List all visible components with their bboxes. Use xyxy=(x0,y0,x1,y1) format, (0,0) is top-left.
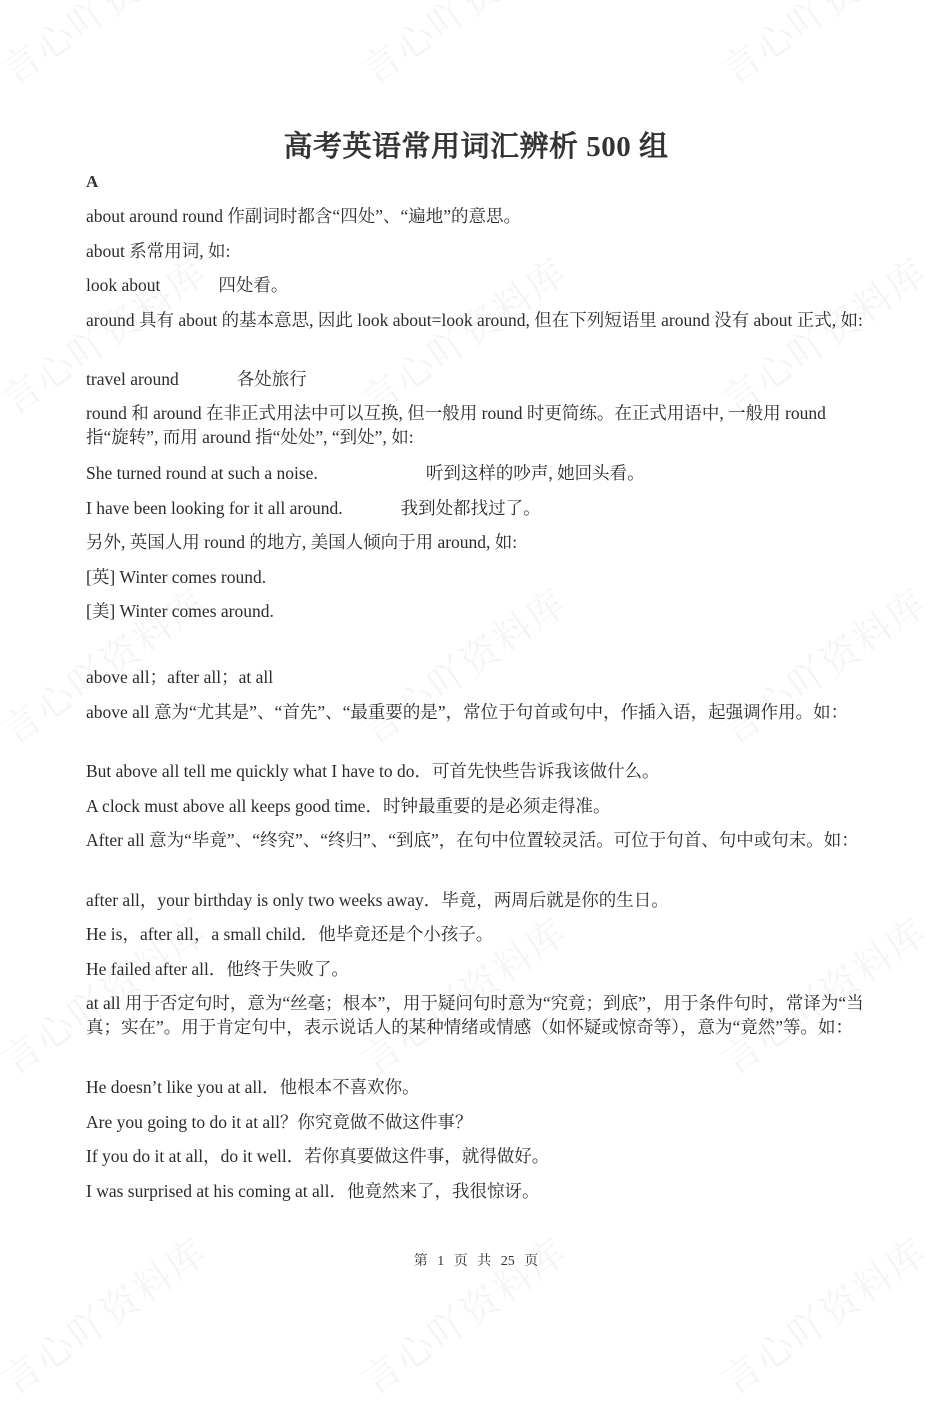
example-chinese: 四处看。 xyxy=(218,275,289,295)
paragraph: round 和 around 在非正式用法中可以互换, 但一般用 round 时更简练。在正式用语中, 一般用 round 指“旋转”, 而用 around 指“处处”, “到处”, 如: xyxy=(86,403,826,447)
example-chinese: 各处旅行 xyxy=(236,369,307,389)
paragraph: at all 用于否定句时，意为“丝毫；根本”，用于疑问句时意为“究竟；到底”，用于条件句时，常译为“当真；实在”。用于肯定句中，表示说话人的某种情绪或情感（如怀疑或惊奇等），意为“竟然”等。如： xyxy=(86,993,864,1037)
example-english: travel around xyxy=(86,369,179,389)
example-line: A clock must above all keeps good time．时钟最重要的是必须走得准。 xyxy=(86,796,611,816)
example-line: [美] Winter comes around. xyxy=(86,601,274,621)
paragraph: about around round 作副词时都含“四处”、“遍地”的意思。 xyxy=(86,206,521,226)
example-line: He doesn’t like you at all．他根本不喜欢你。 xyxy=(86,1077,420,1097)
document-title: 高考英语常用词汇辨析 500 组 xyxy=(283,131,669,163)
example-english: look about xyxy=(86,275,161,295)
paragraph: about 系常用词, 如: xyxy=(86,241,231,261)
paragraph: After all 意为“毕竟”、“终究”、“终归”、“到底”，在句中位置较灵活。可位于句首、句中或句末。如： xyxy=(86,830,859,850)
paragraph: around 具有 about 的基本意思, 因此 look about=look around, 但在下列短语里 around 没有 about 正式, 如: xyxy=(86,310,863,330)
example-chinese: 听到这样的吵声, 她回头看。 xyxy=(425,463,645,483)
example-line xyxy=(86,273,288,297)
page-number-footer: 第 1 页 共 25 页 xyxy=(413,1254,539,1269)
entry-heading: above all；after all；at all xyxy=(86,667,274,687)
example-english: I have been looking for it all around. xyxy=(86,498,343,518)
example-line: He failed after all．他终于失败了。 xyxy=(86,959,349,979)
example-line: But above all tell me quickly what I have to do．可首先快些告诉我该做什么。 xyxy=(86,761,660,781)
section-heading: A xyxy=(86,172,99,191)
example-line: He is，after all，a small child．他毕竟还是个小孩子。 xyxy=(86,924,494,944)
example-line xyxy=(86,461,645,485)
example-line: after all，your birthday is only two weeks away．毕竟，两周后就是你的生日。 xyxy=(86,890,669,910)
example-line: If you do it at all，do it well．若你真要做这件事，就得做好。 xyxy=(86,1146,550,1166)
example-line: I was surprised at his coming at all．他竟然来了，我很惊讶。 xyxy=(86,1181,540,1201)
example-line: Are you going to do it at all？你究竟做不做这件事？ xyxy=(86,1112,473,1132)
example-english: She turned round at such a noise. xyxy=(86,463,318,483)
example-chinese: 我到处都找过了。 xyxy=(400,498,541,518)
example-line xyxy=(86,496,541,520)
example-line xyxy=(86,367,307,391)
paragraph: 另外, 英国人用 round 的地方, 美国人倾向于用 around, 如: xyxy=(86,532,518,552)
example-line: [英] Winter comes round. xyxy=(86,567,267,587)
paragraph: above all 意为“尤其是”、“首先”、“最重要的是”，常位于句首或句中，作插入语，起强调作用。如： xyxy=(86,702,849,722)
